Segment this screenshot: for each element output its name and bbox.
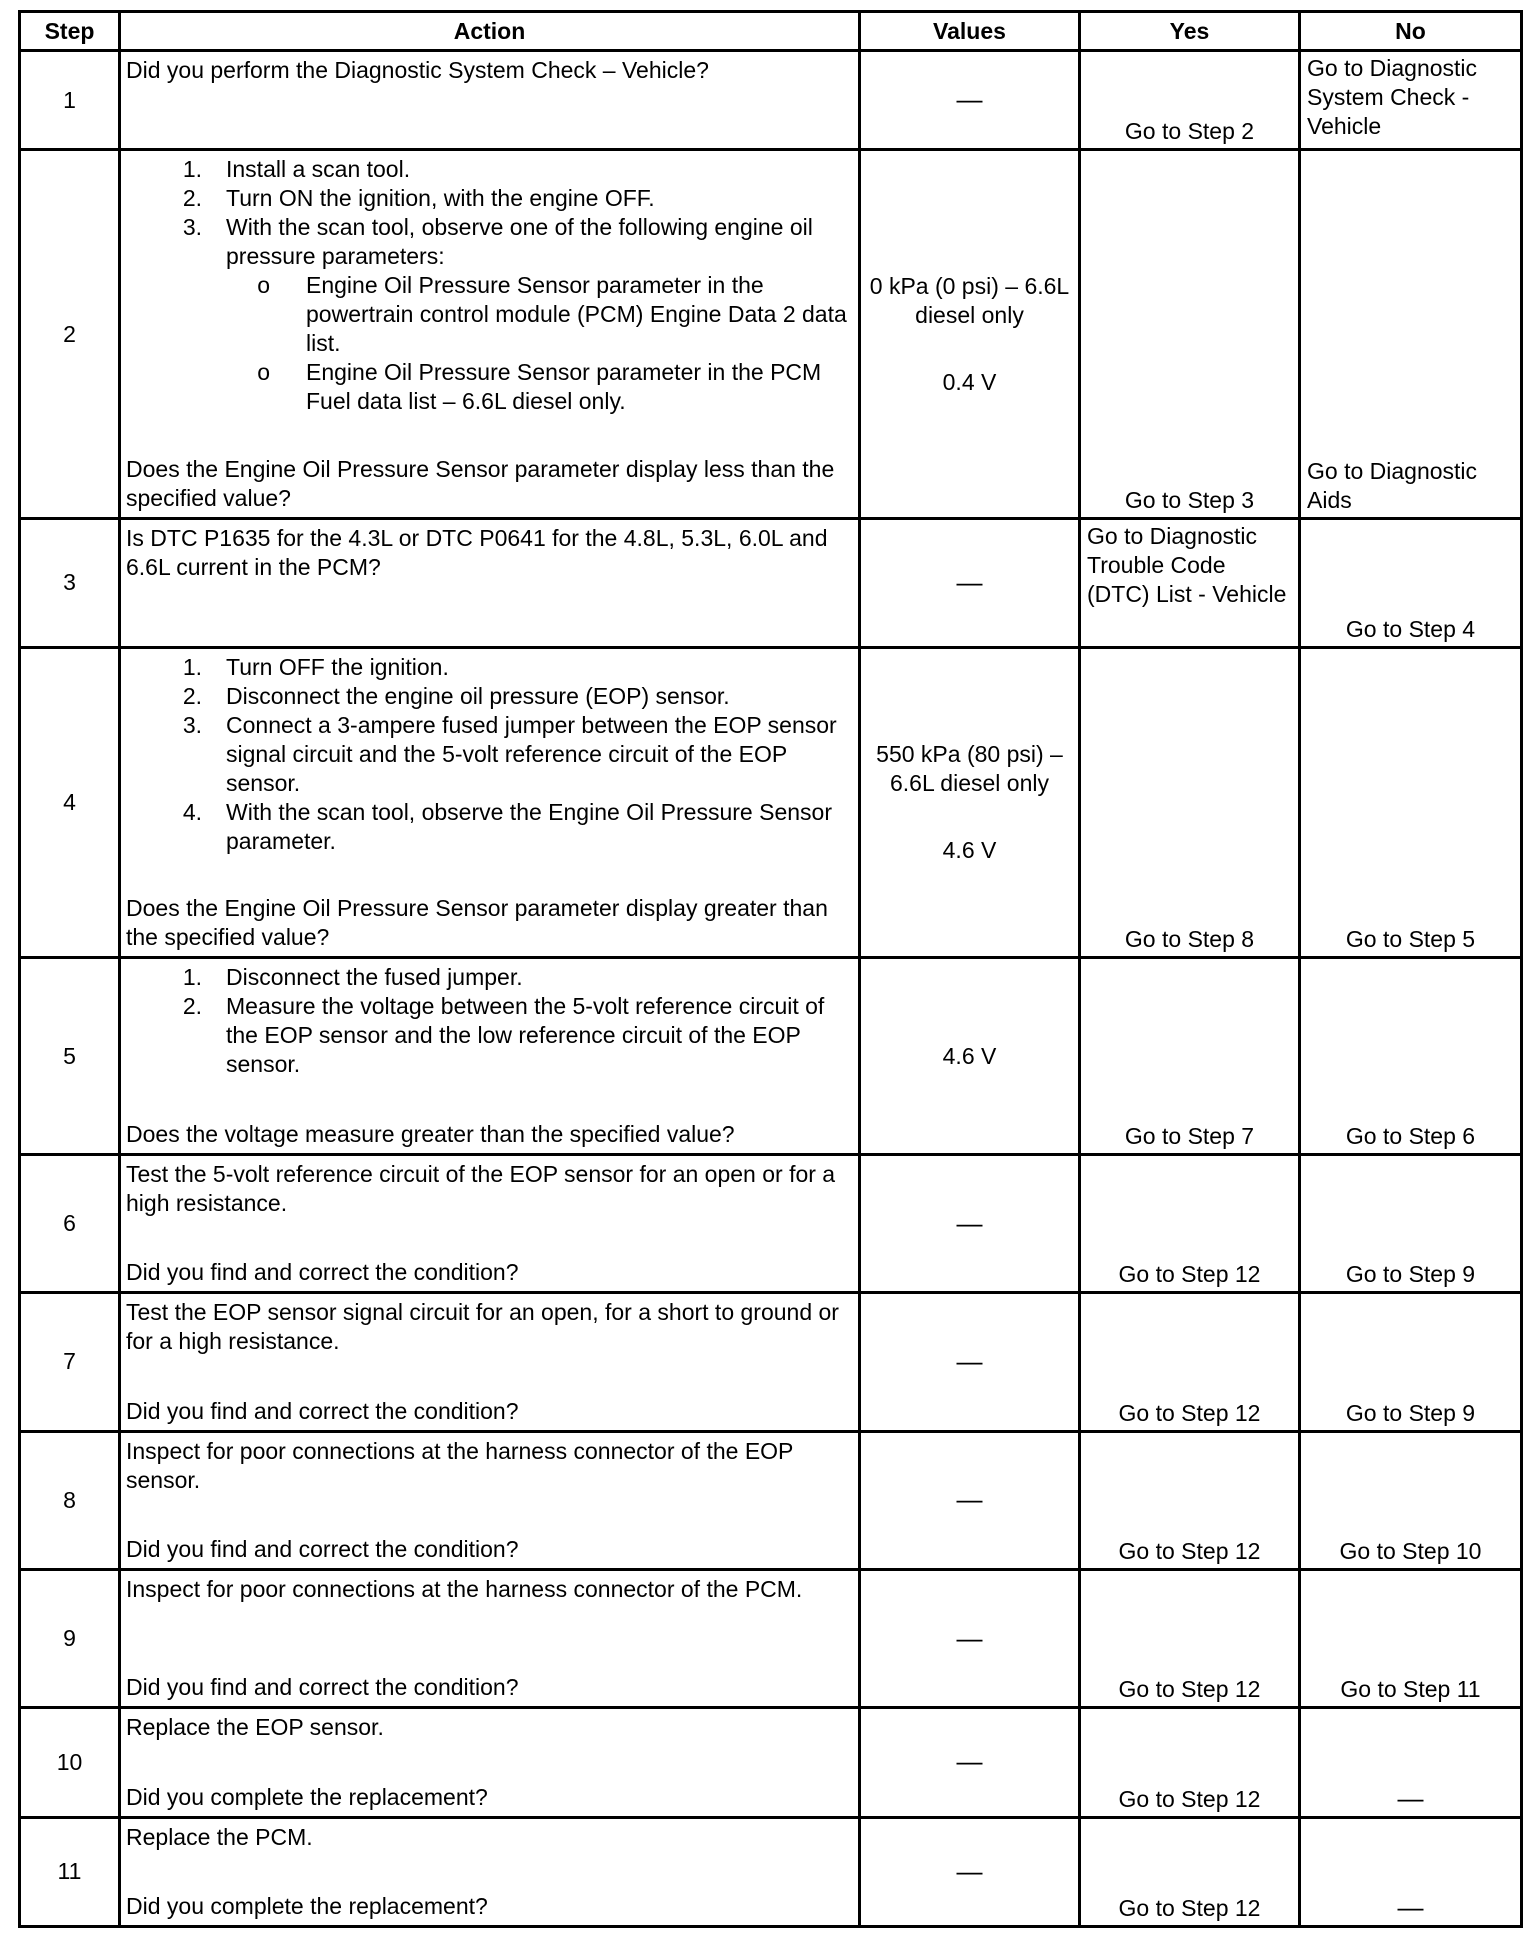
table-row [20, 1431, 1522, 1569]
value-text: — [956, 1345, 983, 1376]
value-text: 0 kPa (0 psi) – 6.6L diesel only [869, 272, 1070, 328]
values-cell [860, 1293, 1080, 1431]
list-item: 3. With the scan tool, observe one of the following engine oil pressure parameters: o Engine Oil Pressure Sensor parameter in the powertrain control module (PCM) Engine Data 2 data list. o Engine Oil Pressure Sensor parameter in the PCM Fuel data list – 6.6L diesel only. [126, 213, 852, 416]
question-text: Did you complete the replacement? [126, 1783, 488, 1810]
yes-cell: Go to Step 2 [1080, 51, 1300, 150]
sub-list [226, 271, 852, 416]
action-cell [120, 958, 860, 1155]
list-item: o Engine Oil Pressure Sensor parameter in the powertrain control module (PCM) Engine Data 2 data list. [257, 272, 847, 357]
header-action: Action [120, 12, 860, 51]
list-item: 2. Disconnect the engine oil pressure (EOP) sensor. [182, 682, 730, 709]
table-row [20, 1708, 1522, 1817]
list-item: 1. Turn OFF the ignition. [182, 653, 449, 680]
table-row [20, 1569, 1522, 1707]
action-cell [120, 647, 860, 958]
list-item: 4. With the scan tool, observe the Engine Oil Pressure Sensor parameter. [182, 798, 832, 854]
action-cell [120, 519, 860, 647]
yes-cell: Go to Step 12 [1080, 1431, 1300, 1569]
values-cell [860, 1431, 1080, 1569]
value-text: — [1397, 1892, 1424, 1922]
no-cell: Go to Step 5 [1300, 647, 1522, 958]
instruction-text: Replace the PCM. [126, 1823, 313, 1850]
no-cell: Go to Step 10 [1300, 1431, 1522, 1569]
no-cell [1300, 1817, 1522, 1926]
no-cell: Go to Diagnostic Aids [1300, 150, 1522, 519]
values-cell [860, 1708, 1080, 1817]
step-number: 2 [20, 150, 120, 519]
values-cell [860, 958, 1080, 1155]
table-row [20, 958, 1522, 1155]
step-number: 8 [20, 1431, 120, 1569]
question-text: Did you find and correct the condition? [126, 1397, 519, 1424]
question-text: Is DTC P1635 for the 4.3L or DTC P0641 for the 4.8L, 5.3L, 6.0L and 6.6L current in the PCM? [126, 525, 828, 581]
values-cell [860, 150, 1080, 519]
table-row [20, 519, 1522, 647]
instruction-text: Test the EOP sensor signal circuit for an open, for a short to ground or for a high resistance. [126, 1299, 839, 1355]
step-number: 6 [20, 1154, 120, 1292]
action-steps [126, 963, 852, 1079]
value-text: 4.6 V [942, 1042, 997, 1069]
value-text: 0.4 V [942, 368, 997, 395]
list-item: 3. Connect a 3-ampere fused jumper between the EOP sensor signal circuit and the 5-volt reference circuit of the EOP sensor. [182, 711, 837, 796]
values-cell [860, 51, 1080, 150]
instruction-text: Inspect for poor connections at the harness connector of the EOP sensor. [126, 1437, 793, 1493]
table-row [20, 150, 1522, 519]
list-item: 2. Turn ON the ignition, with the engine OFF. [182, 185, 655, 212]
step-number: 3 [20, 519, 120, 647]
no-cell: Go to Step 6 [1300, 958, 1522, 1155]
action-cell [120, 1293, 860, 1431]
table-row [20, 1154, 1522, 1292]
no-cell: Go to Diagnostic System Check - Vehicle [1300, 51, 1522, 150]
values-cell [860, 519, 1080, 647]
step-number: 11 [20, 1817, 120, 1926]
values-cell [860, 1817, 1080, 1926]
step-number: 4 [20, 647, 120, 958]
step-number: 7 [20, 1293, 120, 1431]
question-text: Did you find and correct the condition? [126, 1674, 519, 1701]
diagnostic-table [18, 10, 1523, 1928]
action-cell [120, 1817, 860, 1926]
values-cell [860, 647, 1080, 958]
yes-cell: Go to Step 3 [1080, 150, 1300, 519]
yes-cell: Go to Step 12 [1080, 1817, 1300, 1926]
yes-cell: Go to Step 7 [1080, 958, 1300, 1155]
yes-cell: Go to Step 12 [1080, 1154, 1300, 1292]
question-text: Did you find and correct the condition? [126, 1535, 519, 1562]
value-text: 550 kPa (80 psi) – 6.6L diesel only [876, 740, 1063, 796]
table-row [20, 647, 1522, 958]
table-row [20, 51, 1522, 150]
value-text: — [956, 1855, 983, 1886]
table-row [20, 1293, 1522, 1431]
yes-cell: Go to Step 12 [1080, 1708, 1300, 1817]
question-text: Does the Engine Oil Pressure Sensor parameter display greater than the specified value? [126, 895, 828, 951]
action-cell [120, 1154, 860, 1292]
value-text: — [1397, 1782, 1424, 1813]
list-item: 2. Measure the voltage between the 5-volt reference circuit of the EOP sensor and the low reference circuit of the EOP sensor. [182, 993, 825, 1078]
yes-cell: Go to Step 12 [1080, 1293, 1300, 1431]
value-text: 4.6 V [942, 836, 997, 863]
value-text: — [956, 1207, 983, 1238]
action-cell [120, 1569, 860, 1707]
action-cell [120, 1431, 860, 1569]
no-cell: Go to Step 9 [1300, 1154, 1522, 1292]
header-values: Values [860, 12, 1080, 51]
yes-cell: Go to Step 8 [1080, 647, 1300, 958]
value-text: — [956, 1484, 983, 1515]
list-item: o Engine Oil Pressure Sensor parameter in the PCM Fuel data list – 6.6L diesel only. [257, 359, 822, 415]
instruction-text: Replace the EOP sensor. [126, 1714, 384, 1741]
question-text: Does the voltage measure greater than the specified value? [126, 1120, 735, 1147]
yes-cell: Go to Step 12 [1080, 1569, 1300, 1707]
step-number: 10 [20, 1708, 120, 1817]
action-steps [126, 653, 852, 856]
question-text: Did you complete the replacement? [126, 1893, 488, 1919]
header-no: No [1300, 12, 1522, 51]
instruction-text: Inspect for poor connections at the harness connector of the PCM. [126, 1575, 803, 1602]
action-cell [120, 1708, 860, 1817]
values-cell [860, 1569, 1080, 1707]
no-cell: Go to Step 4 [1300, 519, 1522, 647]
header-step: Step [20, 12, 120, 51]
question-text: Did you find and correct the condition? [126, 1259, 519, 1286]
list-item: 1. Disconnect the fused jumper. [182, 964, 523, 991]
no-cell [1300, 1708, 1522, 1817]
step-number: 9 [20, 1569, 120, 1707]
step-number: 5 [20, 958, 120, 1155]
action-steps [126, 155, 852, 416]
values-cell [860, 1154, 1080, 1292]
instruction-text: Test the 5-volt reference circuit of the EOP sensor for an open or for a high resistance. [126, 1160, 836, 1216]
no-cell: Go to Step 11 [1300, 1569, 1522, 1707]
action-cell [120, 150, 860, 519]
action-cell [120, 51, 860, 150]
value-text: — [956, 566, 983, 597]
no-cell: Go to Step 9 [1300, 1293, 1522, 1431]
value-text: — [956, 1746, 983, 1777]
value-text: — [956, 1622, 983, 1653]
yes-cell: Go to Diagnostic Trouble Code (DTC) List - Vehicle [1080, 519, 1300, 647]
header-yes: Yes [1080, 12, 1300, 51]
step-number: 1 [20, 51, 120, 150]
list-item: 1. Install a scan tool. [182, 156, 411, 183]
header-row [20, 12, 1522, 51]
question-text: Does the Engine Oil Pressure Sensor parameter display less than the specified value? [126, 456, 835, 512]
value-text: — [956, 84, 983, 115]
table-row [20, 1817, 1522, 1926]
question-text: Did you perform the Diagnostic System Check – Vehicle? [126, 57, 709, 83]
